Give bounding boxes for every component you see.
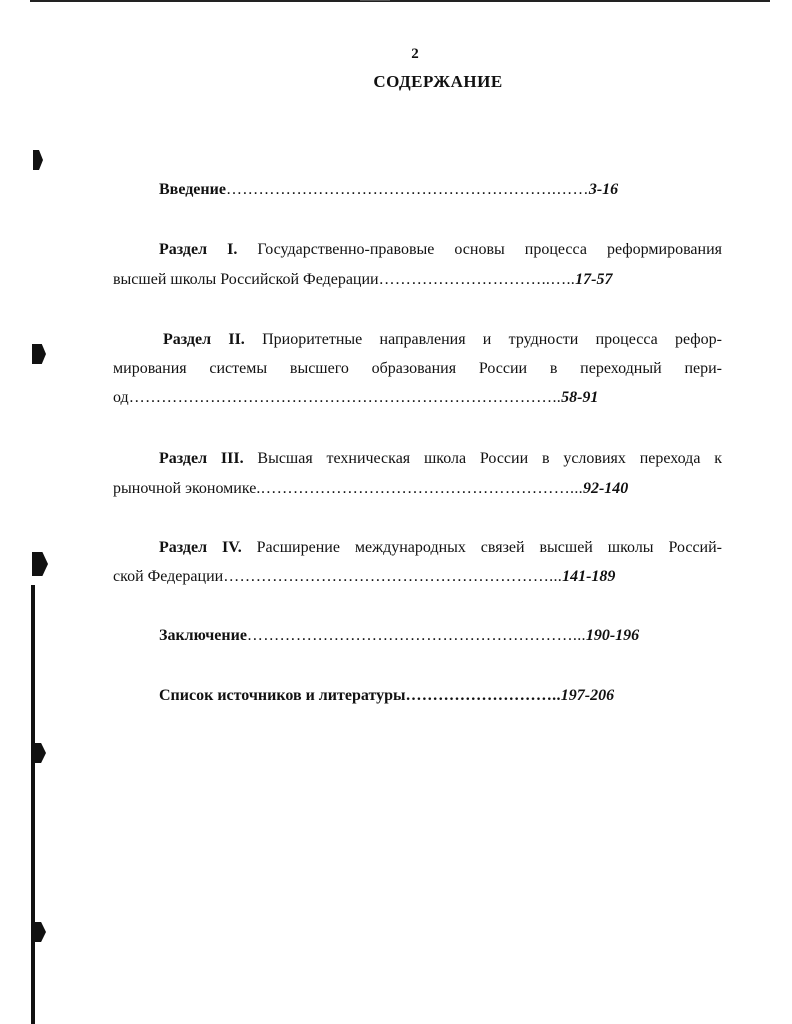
- toc-entry-section3-line1[interactable]: [159, 449, 722, 469]
- toc-entry-intro[interactable]: [159, 180, 618, 200]
- toc-sources-dots: ………………………..: [405, 687, 561, 704]
- toc-entry-section1-line2[interactable]: [113, 270, 612, 290]
- toc-entry-section1-line1[interactable]: [159, 240, 722, 260]
- binder-hole-mark: [32, 743, 46, 763]
- toc-section4-text: Расширение международных связей высшей школы Россий-: [256, 539, 723, 556]
- toc-section4-text-cont: ской Федерации: [113, 568, 224, 585]
- toc-section1-pages: 17-57: [575, 271, 613, 288]
- toc-intro-label: Введение: [159, 181, 226, 198]
- toc-intro-pages: 3-16: [588, 181, 619, 198]
- toc-entry-section2-line2[interactable]: [113, 359, 722, 379]
- toc-section3-text: Высшая техническая школа России в условиях перехода к: [257, 450, 723, 467]
- toc-section3-dots: …………………………………………………...: [260, 480, 583, 497]
- toc-intro-dots: …………………………………………………….……: [225, 181, 589, 198]
- page-number: 2: [411, 46, 419, 62]
- toc-section1-label: Раздел I.: [159, 241, 238, 258]
- scan-top-mark: [360, 0, 390, 1]
- scan-margin-bar: [31, 585, 35, 1024]
- toc-entry-section3-line2[interactable]: [113, 479, 628, 499]
- binder-hole-mark: [32, 922, 46, 942]
- binder-hole-mark: [32, 552, 48, 576]
- toc-section2-pages: 58-91: [561, 389, 599, 406]
- toc-conclusion-label: Заключение: [159, 627, 247, 644]
- toc-section2-dots: ……………………………………………………………………..: [128, 389, 562, 406]
- toc-conclusion-dots: ……………………………………………………...: [246, 627, 586, 644]
- toc-section1-dots: …………………………..…..: [378, 271, 576, 288]
- toc-section2-label: Раздел II.: [163, 331, 245, 348]
- toc-entry-section2-line1[interactable]: [163, 330, 722, 350]
- page-title: СОДЕРЖАНИЕ: [373, 72, 503, 91]
- toc-entry-section2-line3[interactable]: [113, 388, 598, 408]
- binder-hole-mark: [32, 344, 46, 364]
- scan-top-border: [30, 0, 770, 2]
- toc-sources-pages: 197-206: [560, 687, 615, 704]
- toc-section4-label: Раздел IV.: [159, 539, 242, 556]
- toc-section3-text-cont: рыночной экономике.: [113, 480, 261, 497]
- toc-section2-text-end: од: [113, 389, 129, 406]
- toc-section1-text: Государственно-правовые основы процесса реформирования: [257, 241, 722, 258]
- toc-conclusion-pages: 190-196: [585, 627, 640, 644]
- binder-hole-mark: [33, 150, 43, 170]
- toc-section2-text: Приоритетные направления и трудности процесса рефор-: [262, 331, 723, 348]
- toc-entry-sources[interactable]: [159, 686, 614, 706]
- toc-section4-pages: 141-189: [562, 568, 616, 585]
- toc-section3-pages: 92-140: [582, 480, 629, 497]
- toc-sources-label: Список источников и литературы: [159, 687, 406, 704]
- toc-section2-text-cont: мирования системы высшего образования России в переходный пери-: [113, 360, 722, 377]
- toc-entry-section4-line2[interactable]: [113, 567, 615, 587]
- toc-entry-section4-line1[interactable]: [159, 538, 722, 558]
- toc-section4-dots: ……………………………………………………...: [223, 568, 563, 585]
- toc-section3-label: Раздел III.: [159, 450, 244, 467]
- toc-entry-conclusion[interactable]: [159, 626, 639, 646]
- toc-section1-text-cont: высшей школы Российской Федерации: [113, 271, 379, 288]
